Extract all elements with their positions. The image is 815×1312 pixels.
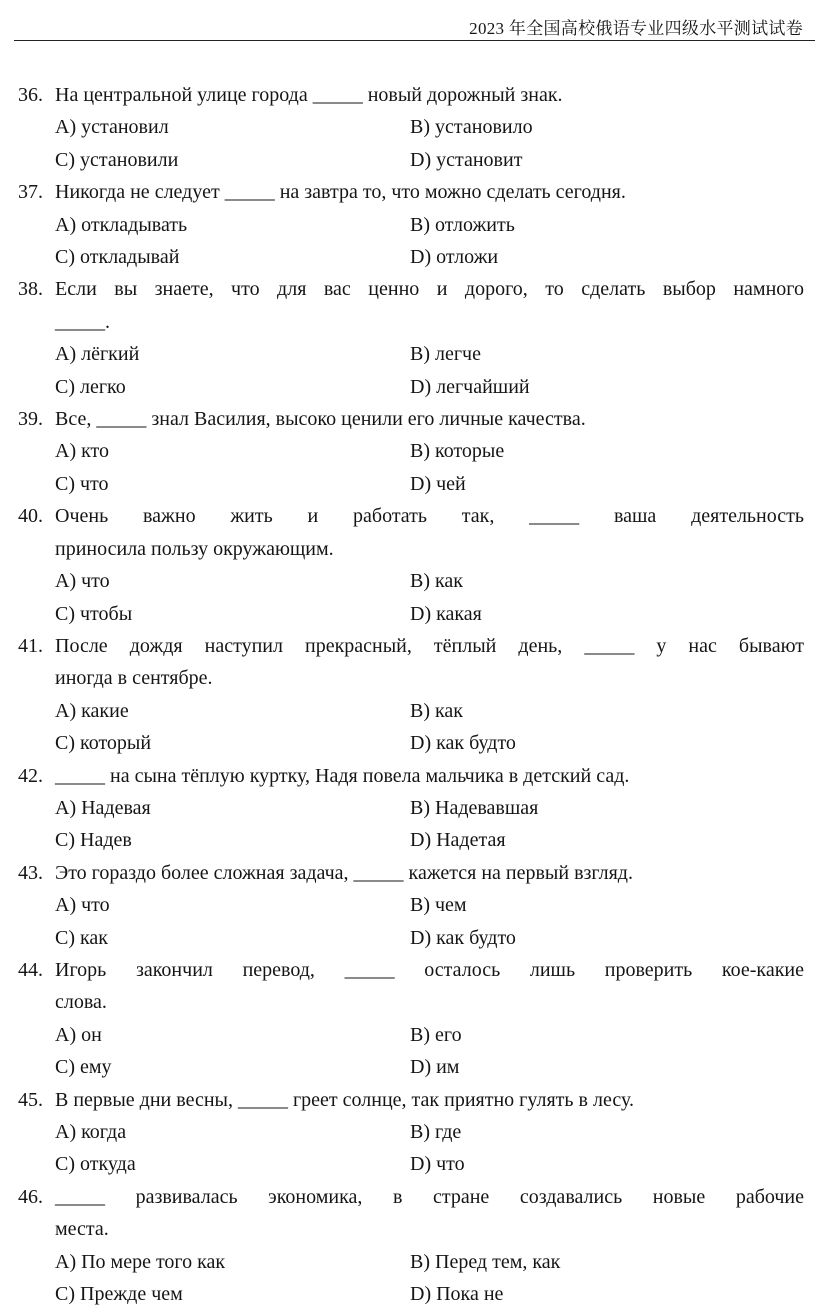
question-number: 42. <box>18 764 43 787</box>
question-text: Никогда не следует _____ на завтра то, что можно сделать сегодня. <box>55 181 626 204</box>
question-stem-line <box>18 403 804 435</box>
question-text: приносила пользу окружающим. <box>55 537 334 560</box>
option-row <box>18 1278 804 1310</box>
question-text: После дождя наступил прекрасный, тёплый день, _____ у нас бывают <box>55 634 804 657</box>
answer-option-d[interactable]: D) как будто <box>410 926 516 949</box>
option-row <box>18 435 804 467</box>
header-divider <box>14 40 815 41</box>
question-stem-line <box>18 662 804 694</box>
answer-option-d[interactable]: D) установит <box>410 148 523 171</box>
question-46 <box>18 1181 804 1311</box>
question-stem-line <box>18 79 804 111</box>
answer-option-c[interactable]: C) как <box>55 926 109 949</box>
answer-option-b[interactable]: B) установило <box>410 116 533 139</box>
question-text: места. <box>55 1218 109 1241</box>
option-row <box>18 1246 804 1278</box>
answer-option-d[interactable]: D) какая <box>410 602 482 625</box>
question-stem-line <box>18 986 804 1018</box>
question-number: 41. <box>18 634 43 657</box>
answer-option-c[interactable]: C) чтобы <box>55 602 133 625</box>
option-row <box>18 922 804 954</box>
question-42 <box>18 760 804 857</box>
answer-option-a[interactable]: A) кто <box>55 440 110 463</box>
question-number: 43. <box>18 861 43 884</box>
question-37 <box>18 176 804 273</box>
answer-option-d[interactable]: D) чей <box>410 472 466 495</box>
answer-option-d[interactable]: D) отложи <box>410 246 499 269</box>
option-row <box>18 1148 804 1180</box>
question-list <box>18 79 804 1310</box>
question-text: Все, _____ знал Василия, высоко ценили его личные качества. <box>55 408 586 431</box>
question-text: _____ на сына тёплую куртку, Надя повела мальчика в детский сад. <box>55 764 630 787</box>
question-stem-line <box>18 954 804 986</box>
answer-option-b[interactable]: B) отложить <box>410 213 515 236</box>
question-stem-line <box>18 1213 804 1245</box>
answer-option-d[interactable]: D) Пока не <box>410 1283 504 1306</box>
answer-option-b[interactable]: B) Перед тем, как <box>410 1250 561 1273</box>
question-indent <box>18 1213 55 1245</box>
question-stem-line <box>18 857 804 889</box>
answer-option-b[interactable]: B) чем <box>410 894 467 917</box>
question-text: Игорь закончил перевод, _____ осталось лишь проверить кое-какие <box>55 958 804 981</box>
answer-option-c[interactable]: C) Надев <box>55 829 132 852</box>
option-row <box>18 111 804 143</box>
question-indent <box>18 986 55 1018</box>
answer-option-b[interactable]: B) легче <box>410 343 481 366</box>
answer-option-a[interactable]: A) откладывать <box>55 213 188 236</box>
answer-option-c[interactable]: C) который <box>55 732 152 755</box>
option-row <box>18 468 804 500</box>
question-stem-line <box>18 500 804 532</box>
question-39 <box>18 403 804 500</box>
answer-option-c[interactable]: C) ему <box>55 1056 112 1079</box>
answer-option-b[interactable]: B) где <box>410 1121 462 1143</box>
answer-option-c[interactable]: C) что <box>55 472 109 495</box>
question-text: _____ развивалась экономика, в стране создавались новые рабочие <box>55 1185 804 1208</box>
option-row <box>18 1116 804 1148</box>
answer-option-d[interactable]: D) легчайший <box>410 375 530 398</box>
question-number: 46. <box>18 1185 43 1208</box>
question-text: Очень важно жить и работать так, _____ ваша деятельность <box>55 505 804 528</box>
answer-option-c[interactable]: C) откладывай <box>55 246 180 269</box>
question-stem-line <box>18 306 804 338</box>
question-number: 40. <box>18 505 43 528</box>
answer-option-a[interactable]: A) он <box>55 1023 102 1046</box>
answer-option-b[interactable]: B) как <box>410 699 464 722</box>
answer-option-c[interactable]: C) Прежде чем <box>55 1283 183 1306</box>
answer-option-b[interactable]: B) Надевавшая <box>410 796 539 819</box>
answer-option-d[interactable]: D) что <box>410 1153 465 1176</box>
question-stem-line <box>18 533 804 565</box>
option-row <box>18 1019 804 1051</box>
question-stem-line <box>18 1181 804 1213</box>
answer-option-c[interactable]: C) легко <box>55 375 126 398</box>
answer-option-c[interactable]: C) установили <box>55 148 179 171</box>
answer-option-a[interactable]: A) когда <box>55 1121 127 1143</box>
question-stem-line <box>18 1084 804 1116</box>
option-row <box>18 598 804 630</box>
question-45 <box>18 1084 804 1181</box>
question-36 <box>18 79 804 176</box>
option-row <box>18 792 804 824</box>
answer-option-a[interactable]: A) что <box>55 894 110 917</box>
question-indent <box>18 306 55 338</box>
answer-option-c[interactable]: C) откуда <box>55 1153 136 1176</box>
question-number: 37. <box>18 181 43 204</box>
answer-option-a[interactable]: A) какие <box>55 699 129 722</box>
answer-option-a[interactable]: A) установил <box>55 116 169 139</box>
question-text: В первые дни весны, _____ греет солнце, так приятно гулять в лесу. <box>55 1088 634 1111</box>
question-text: слова. <box>55 991 107 1014</box>
option-row <box>18 824 804 856</box>
question-number: 44. <box>18 958 43 981</box>
answer-option-b[interactable]: B) которые <box>410 440 505 463</box>
question-number: 36. <box>18 84 43 106</box>
question-text: Если вы знаете, что для вас ценно и дорого, то сделать выбор намного <box>55 278 804 301</box>
question-43 <box>18 857 804 954</box>
option-row <box>18 727 804 759</box>
option-row <box>18 889 804 921</box>
page-header-title: 2023 年全国高校俄语专业四级水平测试试卷 <box>469 19 803 38</box>
question-text: иногда в сентябре. <box>55 667 213 690</box>
answer-option-d[interactable]: D) им <box>410 1056 460 1079</box>
question-stem-line <box>18 176 804 208</box>
question-number: 39. <box>18 408 43 431</box>
question-44 <box>18 954 804 1084</box>
question-indent <box>18 662 55 694</box>
question-38 <box>18 273 804 403</box>
answer-option-d[interactable]: D) Надетая <box>410 829 506 852</box>
option-row <box>18 209 804 241</box>
question-text: На центральной улице города _____ новый дорожный знак. <box>55 84 563 106</box>
answer-option-a[interactable]: A) лёгкий <box>55 343 140 366</box>
answer-option-a[interactable]: A) Надевая <box>55 796 151 819</box>
answer-option-b[interactable]: B) как <box>410 570 464 593</box>
question-number: 38. <box>18 278 43 301</box>
option-row <box>18 241 804 273</box>
question-40 <box>18 500 804 630</box>
answer-option-a[interactable]: A) что <box>55 570 110 593</box>
question-number: 45. <box>18 1088 43 1111</box>
option-row <box>18 338 804 370</box>
option-row <box>18 371 804 403</box>
question-stem-line <box>18 760 804 792</box>
question-stem-line <box>18 630 804 662</box>
question-text: Это гораздо более сложная задача, _____ кажется на первый взгляд. <box>55 861 633 884</box>
question-text: _____. <box>55 310 110 333</box>
answer-option-a[interactable]: A) По мере того как <box>55 1250 226 1273</box>
option-row <box>18 695 804 727</box>
question-41 <box>18 630 804 760</box>
option-row <box>18 565 804 597</box>
option-row <box>18 144 804 176</box>
answer-option-d[interactable]: D) как будто <box>410 732 516 755</box>
question-indent <box>18 533 55 565</box>
question-stem-line <box>18 273 804 305</box>
answer-option-b[interactable]: B) его <box>410 1023 462 1046</box>
option-row <box>18 1051 804 1083</box>
